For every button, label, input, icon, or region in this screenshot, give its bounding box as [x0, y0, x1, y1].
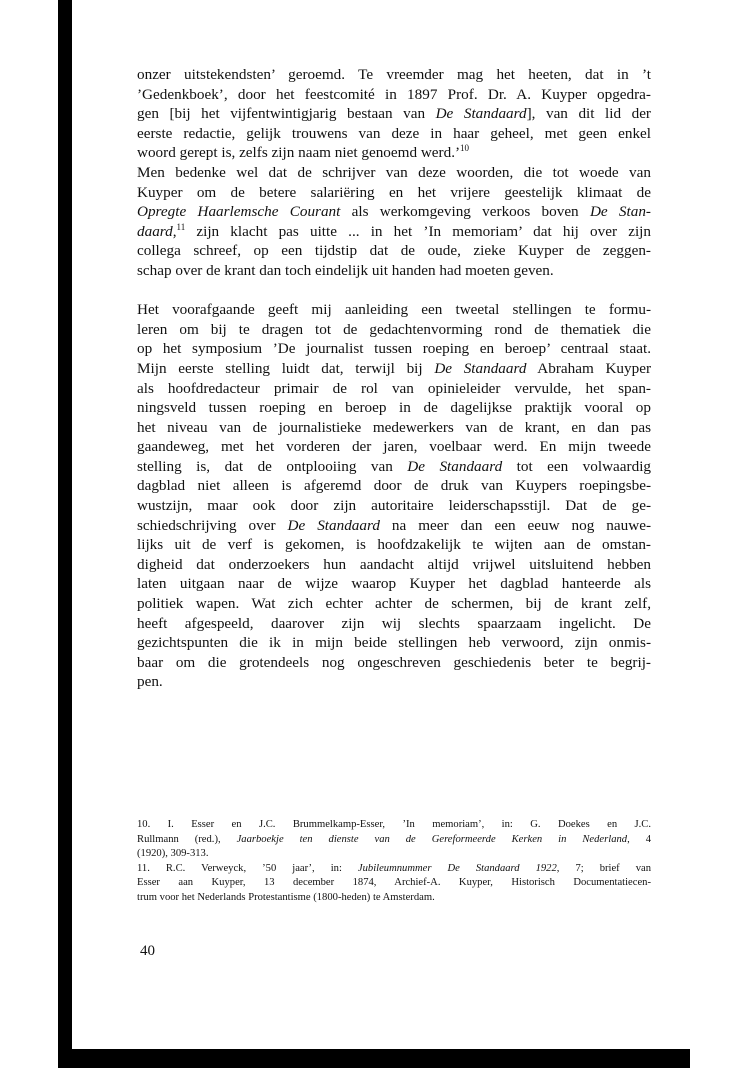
text-line: pen.: [137, 673, 163, 691]
text-line: ’Gedenkboek’, door het feestcomité in 1897 Prof. Dr. A. Kuyper opgedra-: [137, 85, 651, 103]
text-line: lijks uit de verf is gekomen, is hoofdzakelijk te wijten aan de omstan-: [137, 536, 651, 554]
text-line: collega schreef, op een tijdstip dat de oude, zieke Kuyper de zeggen-: [137, 242, 651, 260]
text-line: als hoofdredacteur primair de rol van opinieleider vervulde, het span-: [137, 379, 651, 397]
footnotes: [137, 818, 651, 906]
text-line: daard,$^{11}$ zijn klacht pas uitte ... in het ’In memoriam’ dat hij over zijn: [137, 221, 651, 240]
footnote-line: 10. I. Esser en J.C. Brummelkamp-Esser, ’In memoriam’, in: G. Doekes en J.C.: [137, 819, 651, 830]
page-number: 40: [140, 943, 155, 959]
text-line: woord gerept is, zelfs zijn naam niet genoemd werd.’$^{10}$: [137, 143, 470, 162]
text-line: onzer uitstekendsten’ geroemd. Te vreemder mag het heeten, dat in ’t: [137, 66, 651, 83]
footnote-line: trum voor het Nederlands Protestantisme (1800-heden) te Amsterdam.: [137, 891, 435, 903]
text-line: schiedschrijving over De Standaard na meer dan een eeuw nog nauwe-: [137, 516, 652, 534]
text-line: gen [bij het vijfentwintigjarig bestaan van De Standaard], van dit lid der: [137, 105, 651, 123]
text-line: op het symposium ’De journalist tussen roeping en beroep’ centraal staat.: [137, 340, 651, 358]
text-line: digheid dat onderzoekers hun aandacht altijd vrijwel uitsluitend hebben: [137, 555, 651, 573]
text-line: laten uitgaan naar de wijze waarop Kuyper het dagblad hanteerde als: [137, 575, 651, 593]
text-line: baar om die grotendeels nog ongeschreven geschiedenis beter te begrij-: [137, 653, 651, 671]
text-line: stelling is, dat de ontplooiing van De Standaard tot een volwaardig: [137, 457, 652, 475]
footnote-line: Esser aan Kuyper, 13 december 1874, Archief-A. Kuyper, Historisch Documentatiecen-: [137, 877, 651, 889]
text-line: wustzijn, maar ook door zijn autoritaire leiderschapsstijl. Dat de ge-: [137, 497, 651, 515]
text-line: Mijn eerste stelling luidt dat, terwijl bij De Standaard Abraham Kuyper: [137, 359, 652, 377]
text-line: Het voorafgaande geeft mij aanleiding een tweetal stellingen te formu-: [137, 301, 651, 319]
footnote-line: 11. R.C. Verweyck, ’50 jaar’, in: Jubileumnummer De Standaard 1922, 7; brief van: [137, 862, 651, 874]
paragraph-2: [137, 163, 651, 281]
text-line: politiek wapen. Wat zich echter achter de schermen, bij de krant zelf,: [137, 595, 651, 613]
text-line: Men bedenke wel dat de schrijver van deze woorden, die tot woede van: [137, 163, 651, 181]
text-line: gaandeweg, met het vorderen der jaren, voelbaar werd. En mijn tweede: [137, 438, 651, 456]
scan-border-bottom: [58, 1049, 690, 1068]
text-line: dagblad niet alleen is afgeremd door de druk van Kuypers roepingsbe-: [137, 477, 651, 495]
main-text: [137, 65, 651, 692]
text-line: heeft afgespeeld, daarover zijn wij slechts spaarzaam ingelicht. De: [137, 614, 651, 632]
text-line: Opregte Haarlemsche Courant als werkomgeving verkoos boven De Stan-: [137, 203, 651, 221]
paragraph-1: [137, 65, 651, 163]
scan-border-left: [58, 0, 72, 1068]
text-line: eerste redactie, gelijk trouwens van deze in haar geheel, met geen enkel: [137, 124, 651, 142]
text-line: Kuyper om de betere salariëring en het vrijere geestelijk klimaat de: [137, 183, 651, 201]
text-line: het niveau van de journalistieke medewerkers van de krant, en dan pas: [137, 418, 651, 436]
footnote-line: Rullmann (red.), Jaarboekje ten dienste van de Gereformeerde Kerken in Nederland, 4: [137, 833, 652, 845]
text-line: schap over de krant dan toch eindelijk uit handen had moeten geven.: [137, 261, 554, 279]
paragraph-3: [137, 300, 651, 692]
footnote-line: (1920), 309-313.: [137, 848, 209, 860]
text-line: gezichtspunten die ik in mijn beide stellingen heb verwoord, zijn onmis-: [137, 634, 651, 652]
text-line: leren om bij te dragen tot de gedachtenvorming rond de thematiek die: [137, 320, 651, 338]
text-line: ningsveld tussen roeping en beroep in de dagelijkse praktijk vooral op: [137, 399, 651, 417]
